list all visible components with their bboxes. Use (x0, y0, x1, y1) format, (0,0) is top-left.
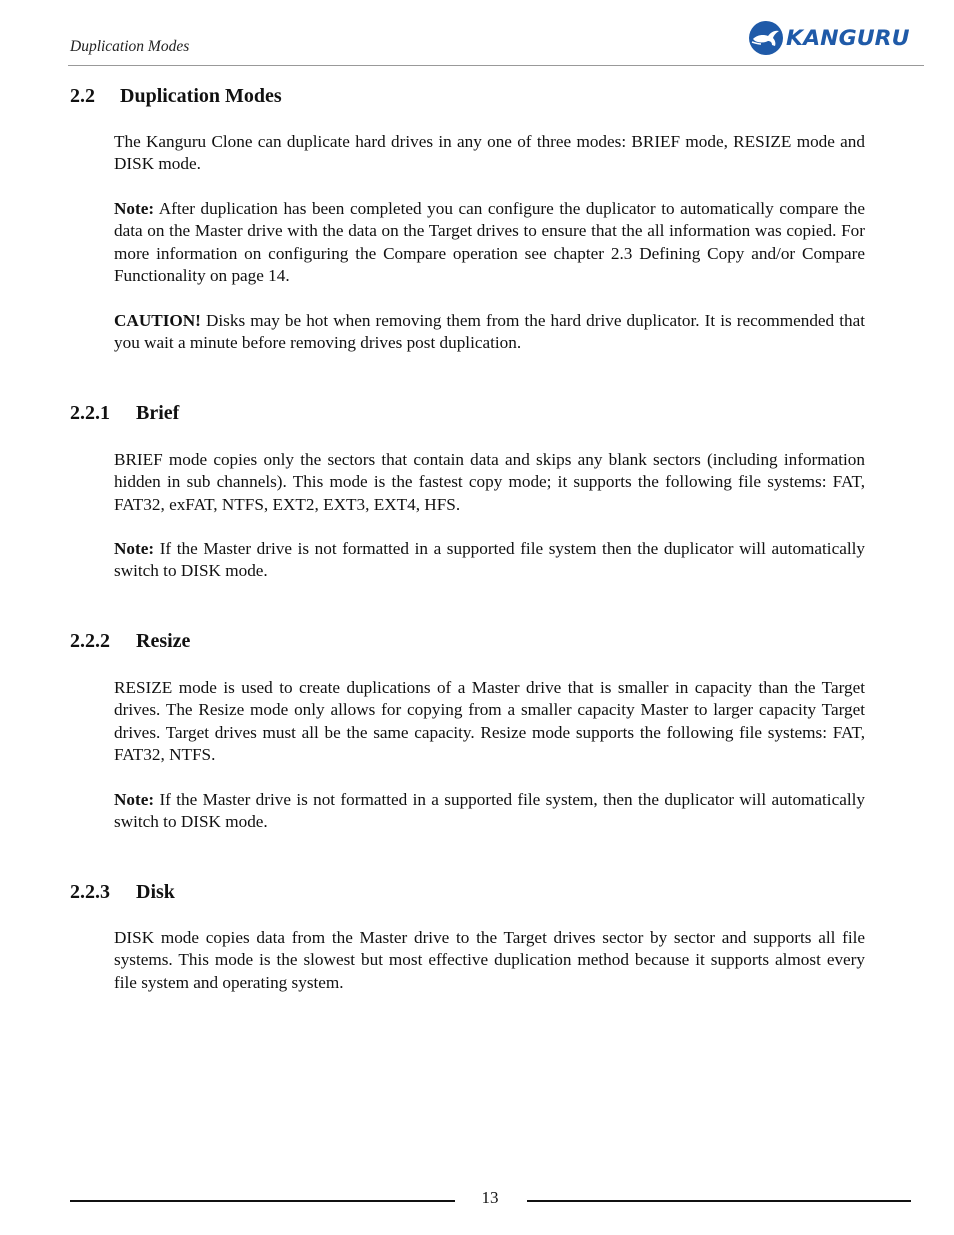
note-text: After duplication has been completed you can configure the duplicator to automatically compare the data on the Master drive with the data on the Target drives to ensure that the all information was copied. For more information on configuring the Compare operation see chapter 2.3 Defining Copy and/or Compare Functionality on page 14. (114, 199, 865, 286)
note-text: If the Master drive is not formatted in a supported file system, then the duplicator will automatically switch to DISK mode. (114, 790, 865, 832)
paragraph-intro: The Kanguru Clone can duplicate hard drives in any one of three modes: BRIEF mode, RESIZE mode and DISK mode. (114, 132, 865, 174)
note-label: Note: (114, 539, 155, 558)
caution-text: Disks may be hot when removing them from the hard drive duplicator. It is recommended that you wait a minute before removing drives post duplication. (114, 311, 865, 353)
page-number: 13 (481, 1188, 499, 1207)
logo-wordmark: KANGURU (786, 26, 910, 50)
kanguru-logo (749, 19, 914, 57)
kangaroo-logo-icon (749, 21, 783, 55)
section-heading-2-2 (70, 85, 282, 108)
paragraph-disk: DISK mode copies data from the Master drive to the Target drives sector by sector and supports all file systems. This mode is the slowest but most effective duplication method because it supports almost every file system and operating system. (114, 928, 865, 992)
header-divider (68, 65, 924, 66)
note-text: If the Master drive is not formatted in a supported file system then the duplicator will automatically switch to DISK mode. (114, 539, 865, 581)
footer-rule-right (527, 1200, 911, 1202)
section-number: 2.2.2 (70, 630, 110, 652)
section-heading-2-2-2 (70, 630, 190, 653)
note-label: Note: (114, 790, 155, 809)
section-number: 2.2.3 (70, 881, 110, 903)
paragraph-brief: BRIEF mode copies only the sectors that contain data and skips any blank sectors (including information hidden in sub channels). This mode is the fastest copy mode; it supports the following file systems: FAT, FAT32, exFAT, NTFS, EXT2, EXT3, EXT4, HFS. (114, 450, 865, 514)
paragraph-brief-note (114, 538, 865, 583)
footer-rule-left (70, 1200, 455, 1202)
section-title: Disk (136, 881, 175, 903)
section-number: 2.2.1 (70, 402, 110, 424)
section-heading-2-2-1 (70, 402, 179, 425)
note-label: Note: (114, 199, 155, 218)
paragraph-resize-note (114, 789, 865, 834)
running-header-title: Duplication Modes (70, 38, 190, 55)
paragraph-note-compare (114, 198, 865, 288)
caution-label: CAUTION! (114, 311, 201, 330)
section-title: Resize (136, 630, 191, 652)
paragraph-resize: RESIZE mode is used to create duplications of a Master drive that is smaller in capacity than the Target drives. The Resize mode only allows for copying from a smaller capacity Master to larger capacity Target drives. Target drives must all be the same capacity. Resize mode supports the following file systems: FAT, FAT32, NTFS. (114, 678, 865, 765)
section-heading-2-2-3 (70, 881, 175, 904)
section-title: Duplication Modes (120, 85, 282, 107)
paragraph-caution (114, 310, 865, 355)
section-title: Brief (136, 402, 180, 424)
section-number: 2.2 (70, 85, 95, 107)
